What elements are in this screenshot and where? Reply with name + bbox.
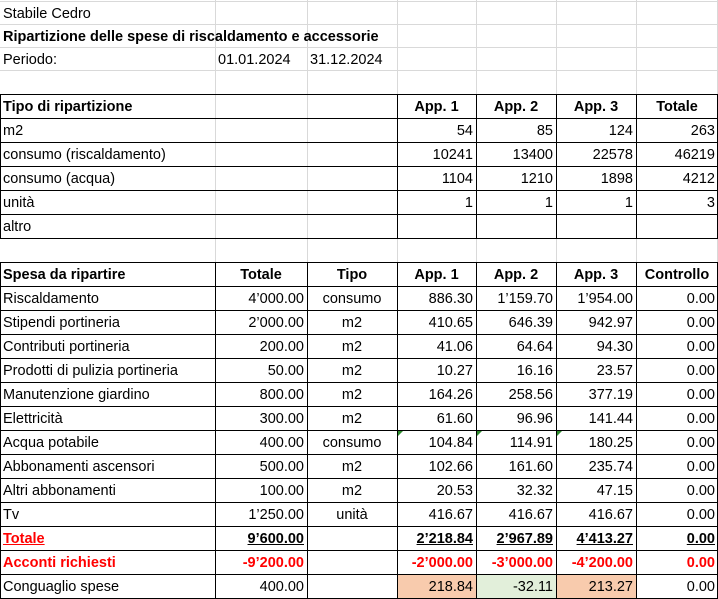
expense-app3[interactable]: 94.30 bbox=[596, 339, 633, 355]
expense-row bbox=[0, 311, 718, 335]
expense-total[interactable]: 2’000.00 bbox=[248, 315, 304, 331]
border-line bbox=[636, 94, 637, 239]
expense-label[interactable]: Abbonamenti ascensori bbox=[3, 459, 155, 475]
dist-app2[interactable] bbox=[476, 215, 556, 239]
border-line bbox=[0, 286, 718, 287]
expense-app1[interactable]: 20.53 bbox=[436, 483, 473, 499]
border-line bbox=[0, 262, 718, 263]
border-line bbox=[0, 574, 718, 575]
expense-app1[interactable]: 102.66 bbox=[428, 459, 473, 475]
expense-label[interactable]: Prodotti di pulizia portineria bbox=[3, 363, 178, 379]
expense-app2[interactable]: 114.91 bbox=[509, 435, 553, 451]
row-building bbox=[0, 2, 718, 26]
border-line bbox=[397, 262, 398, 599]
balance-total[interactable]: 400.00 bbox=[259, 579, 304, 595]
expense-type[interactable]: consumo bbox=[322, 435, 382, 451]
expense-check[interactable]: 0.00 bbox=[686, 411, 715, 427]
expense-app1[interactable]: 164.26 bbox=[428, 387, 473, 403]
border-line bbox=[0, 142, 718, 143]
expense-app2[interactable]: 416.67 bbox=[508, 507, 553, 523]
balance-label[interactable]: Conguaglio spese bbox=[3, 579, 120, 595]
distribution-row bbox=[0, 191, 718, 215]
expense-app3[interactable]: 23.57 bbox=[596, 363, 633, 379]
total-row bbox=[0, 527, 718, 551]
expense-app2[interactable]: 646.39 bbox=[508, 315, 553, 331]
advances-app3[interactable]: -4’200.00 bbox=[571, 555, 633, 571]
advances-check[interactable]: 0.00 bbox=[686, 555, 715, 571]
balance-row bbox=[0, 575, 718, 599]
total-type-empty[interactable] bbox=[307, 527, 397, 551]
expense-row bbox=[0, 359, 718, 383]
border-line bbox=[0, 190, 718, 191]
expense-total[interactable]: 500.00 bbox=[259, 459, 304, 475]
border-line bbox=[0, 406, 718, 407]
expense-total[interactable]: 400.00 bbox=[259, 435, 304, 451]
balance-type-empty[interactable] bbox=[307, 575, 397, 599]
expense-app3[interactable]: 47.15 bbox=[596, 483, 633, 499]
dist-label[interactable]: altro bbox=[3, 219, 32, 235]
border-line bbox=[0, 502, 718, 503]
expense-app1[interactable]: 886.30 bbox=[428, 291, 473, 307]
border-line bbox=[0, 430, 718, 431]
border-line bbox=[215, 262, 216, 599]
expense-app2[interactable]: 96.96 bbox=[516, 411, 553, 427]
border-line bbox=[0, 94, 1, 239]
expense-app2[interactable]: 64.64 bbox=[516, 339, 553, 355]
expense-app1[interactable]: 104.84 bbox=[428, 435, 473, 451]
expense-total[interactable]: 100.00 bbox=[259, 483, 304, 499]
dist-app1[interactable]: 54 bbox=[456, 123, 473, 139]
row-title bbox=[0, 25, 718, 49]
balance-app3[interactable]: 213.27 bbox=[556, 575, 636, 599]
total-app1[interactable]: 2’218.84 bbox=[416, 531, 473, 547]
border-line bbox=[476, 262, 477, 599]
expense-type[interactable]: m2 bbox=[341, 339, 363, 355]
expense-row bbox=[0, 335, 718, 359]
border-line bbox=[476, 94, 477, 239]
expense-app2[interactable]: 1’159.70 bbox=[497, 291, 553, 307]
expense-row bbox=[0, 455, 718, 479]
expense-check[interactable]: 0.00 bbox=[686, 507, 715, 523]
col-exp-app2[interactable]: App. 2 bbox=[493, 267, 539, 283]
expense-label[interactable]: Riscaldamento bbox=[3, 291, 99, 307]
expense-app1[interactable]: 10.27 bbox=[436, 363, 473, 379]
col-app3[interactable]: App. 3 bbox=[573, 99, 619, 115]
advances-app2[interactable]: -3’000.00 bbox=[491, 555, 553, 571]
advances-app1[interactable]: -2’000.00 bbox=[411, 555, 473, 571]
advances-label[interactable]: Acconti richiesti bbox=[3, 555, 116, 571]
expense-type[interactable]: unità bbox=[336, 507, 368, 523]
distribution-header bbox=[0, 95, 718, 119]
dist-label[interactable]: m2 bbox=[3, 123, 24, 139]
period-label[interactable]: Periodo: bbox=[3, 52, 58, 68]
dist-app2[interactable]: 1 bbox=[544, 195, 553, 211]
border-line bbox=[0, 454, 718, 455]
expense-app1[interactable]: 410.65 bbox=[428, 315, 473, 331]
sheet-title[interactable]: Ripartizione delle spese di riscaldamento e accessorie bbox=[3, 29, 379, 45]
expense-label[interactable]: Manutenzione giardino bbox=[3, 387, 150, 403]
expense-check[interactable]: 0.00 bbox=[686, 435, 715, 451]
expense-total[interactable]: 300.00 bbox=[259, 411, 304, 427]
expense-total[interactable]: 50.00 bbox=[267, 363, 304, 379]
distribution-row bbox=[0, 167, 718, 191]
expense-app2[interactable]: 16.16 bbox=[516, 363, 553, 379]
expense-row bbox=[0, 407, 718, 431]
border-line bbox=[397, 94, 398, 239]
dist-total[interactable] bbox=[636, 215, 718, 239]
col-exp-app3[interactable]: App. 3 bbox=[573, 267, 619, 283]
expense-app2[interactable]: 32.32 bbox=[516, 483, 553, 499]
border-line bbox=[556, 262, 557, 599]
expense-row bbox=[0, 503, 718, 527]
dist-app1[interactable] bbox=[397, 215, 476, 239]
total-app2[interactable]: 2’967.89 bbox=[496, 531, 553, 547]
border-line bbox=[0, 262, 1, 599]
expense-label[interactable]: Acqua potabile bbox=[3, 435, 99, 451]
border-line bbox=[0, 478, 718, 479]
col-app1[interactable]: App. 1 bbox=[414, 99, 459, 115]
expense-row bbox=[0, 287, 718, 311]
total-app3[interactable]: 4’413.27 bbox=[576, 531, 633, 547]
expenses-header bbox=[0, 263, 718, 287]
col-app2[interactable]: App. 2 bbox=[493, 99, 539, 115]
period-start[interactable]: 01.01.2024 bbox=[218, 52, 291, 68]
dist-label[interactable]: consumo (riscaldamento) bbox=[3, 147, 166, 163]
border-line bbox=[0, 238, 718, 239]
col-totale[interactable]: Totale bbox=[656, 99, 698, 115]
expense-app2[interactable]: 258.56 bbox=[508, 387, 553, 403]
expense-app3[interactable]: 1’954.00 bbox=[577, 291, 633, 307]
col-controllo[interactable]: Controllo bbox=[644, 267, 710, 283]
expense-app1[interactable]: 61.60 bbox=[436, 411, 473, 427]
period-end[interactable]: 31.12.2024 bbox=[310, 52, 383, 68]
border-line bbox=[0, 526, 718, 527]
expense-check[interactable]: 0.00 bbox=[686, 339, 715, 355]
expense-app3[interactable]: 377.19 bbox=[588, 387, 633, 403]
border-line bbox=[0, 334, 718, 335]
expense-check[interactable]: 0.00 bbox=[686, 459, 715, 475]
expense-type[interactable]: m2 bbox=[341, 363, 363, 379]
dist-total[interactable]: 263 bbox=[690, 123, 715, 139]
distribution-row bbox=[0, 215, 718, 239]
expense-total[interactable]: 1’250.00 bbox=[248, 507, 304, 523]
dist-label[interactable]: unità bbox=[3, 195, 35, 211]
border-line bbox=[0, 550, 718, 551]
expense-row bbox=[0, 431, 718, 455]
advances-total[interactable]: -9’200.00 bbox=[242, 555, 304, 571]
dist-app2[interactable]: 1210 bbox=[520, 171, 553, 187]
expense-type[interactable]: m2 bbox=[341, 459, 363, 475]
distribution-row bbox=[0, 143, 718, 167]
dist-app3[interactable]: 22578 bbox=[592, 147, 633, 163]
border-line bbox=[0, 310, 718, 311]
expense-check[interactable]: 0.00 bbox=[686, 363, 715, 379]
border-line bbox=[0, 358, 718, 359]
expense-check[interactable]: 0.00 bbox=[686, 315, 715, 331]
expense-app1[interactable]: 41.06 bbox=[436, 339, 473, 355]
dist-total[interactable]: 3 bbox=[706, 195, 715, 211]
dist-total[interactable]: 4212 bbox=[682, 171, 715, 187]
expense-app3[interactable]: 141.44 bbox=[588, 411, 633, 427]
balance-check[interactable]: 0.00 bbox=[686, 579, 715, 595]
expense-label[interactable]: Contributi portineria bbox=[3, 339, 130, 355]
dist-label[interactable]: consumo (acqua) bbox=[3, 171, 116, 187]
building-name[interactable]: Stabile Cedro bbox=[3, 6, 91, 22]
dist-app2[interactable]: 85 bbox=[536, 123, 553, 139]
expense-type[interactable]: consumo bbox=[322, 291, 382, 307]
expense-check[interactable]: 0.00 bbox=[686, 387, 715, 403]
expense-check[interactable]: 0.00 bbox=[686, 291, 715, 307]
border-line bbox=[0, 166, 718, 167]
expense-app3[interactable]: 180.25 bbox=[588, 435, 633, 451]
expense-type[interactable]: m2 bbox=[341, 387, 363, 403]
balance-app1[interactable]: 218.84 bbox=[397, 575, 476, 599]
dist-app1[interactable]: 1 bbox=[464, 195, 473, 211]
dist-app3[interactable]: 1898 bbox=[600, 171, 633, 187]
col-tipo[interactable]: Tipo bbox=[336, 267, 368, 283]
border-line bbox=[0, 118, 718, 119]
dist-app3[interactable] bbox=[556, 215, 636, 239]
expense-total[interactable]: 800.00 bbox=[259, 387, 304, 403]
border-line bbox=[636, 262, 637, 599]
expense-total[interactable]: 4’000.00 bbox=[248, 291, 304, 307]
expense-app2[interactable]: 161.60 bbox=[508, 459, 553, 475]
expense-type[interactable]: m2 bbox=[341, 411, 363, 427]
dist-app1[interactable]: 1104 bbox=[441, 171, 473, 187]
border-line bbox=[307, 262, 308, 599]
dist-total[interactable]: 46219 bbox=[674, 147, 715, 163]
col-tipo-ripartizione[interactable]: Tipo di ripartizione bbox=[3, 99, 133, 115]
border-line bbox=[0, 214, 718, 215]
total-check[interactable]: 0.00 bbox=[686, 531, 715, 547]
expense-row bbox=[0, 479, 718, 503]
expense-total[interactable]: 200.00 bbox=[259, 339, 304, 355]
total-label[interactable]: Totale bbox=[3, 531, 45, 547]
expense-label[interactable]: Elettricità bbox=[3, 411, 63, 427]
dist-app2[interactable]: 13400 bbox=[512, 147, 553, 163]
border-line bbox=[0, 382, 718, 383]
col-spesa[interactable]: Spesa da ripartire bbox=[3, 267, 126, 283]
expense-label[interactable]: Altri abbonamenti bbox=[3, 483, 116, 499]
expense-app3[interactable]: 235.74 bbox=[588, 459, 633, 475]
row-period bbox=[0, 48, 718, 72]
distribution-row bbox=[0, 119, 718, 143]
expense-label[interactable]: Stipendi portineria bbox=[3, 315, 120, 331]
border-line bbox=[0, 94, 718, 95]
dist-app3[interactable]: 124 bbox=[608, 123, 633, 139]
advances-row bbox=[0, 551, 718, 575]
expense-app1[interactable]: 416.67 bbox=[428, 507, 473, 523]
border-line bbox=[556, 94, 557, 239]
expense-row bbox=[0, 383, 718, 407]
expense-check[interactable]: 0.00 bbox=[686, 483, 715, 499]
expense-app3[interactable]: 942.97 bbox=[588, 315, 633, 331]
balance-app2[interactable]: -32.11 bbox=[476, 575, 556, 599]
expense-app3[interactable]: 416.67 bbox=[588, 507, 633, 523]
dist-app1[interactable]: 10241 bbox=[432, 147, 473, 163]
advances-type-empty[interactable] bbox=[307, 551, 397, 575]
expense-type[interactable]: m2 bbox=[341, 483, 363, 499]
total-total[interactable]: 9’600.00 bbox=[247, 531, 304, 547]
expense-label[interactable]: Tv bbox=[3, 507, 20, 523]
col-totale-spesa[interactable]: Totale bbox=[240, 267, 282, 283]
dist-app3[interactable]: 1 bbox=[624, 195, 633, 211]
expense-type[interactable]: m2 bbox=[341, 315, 363, 331]
col-exp-app1[interactable]: App. 1 bbox=[414, 267, 459, 283]
